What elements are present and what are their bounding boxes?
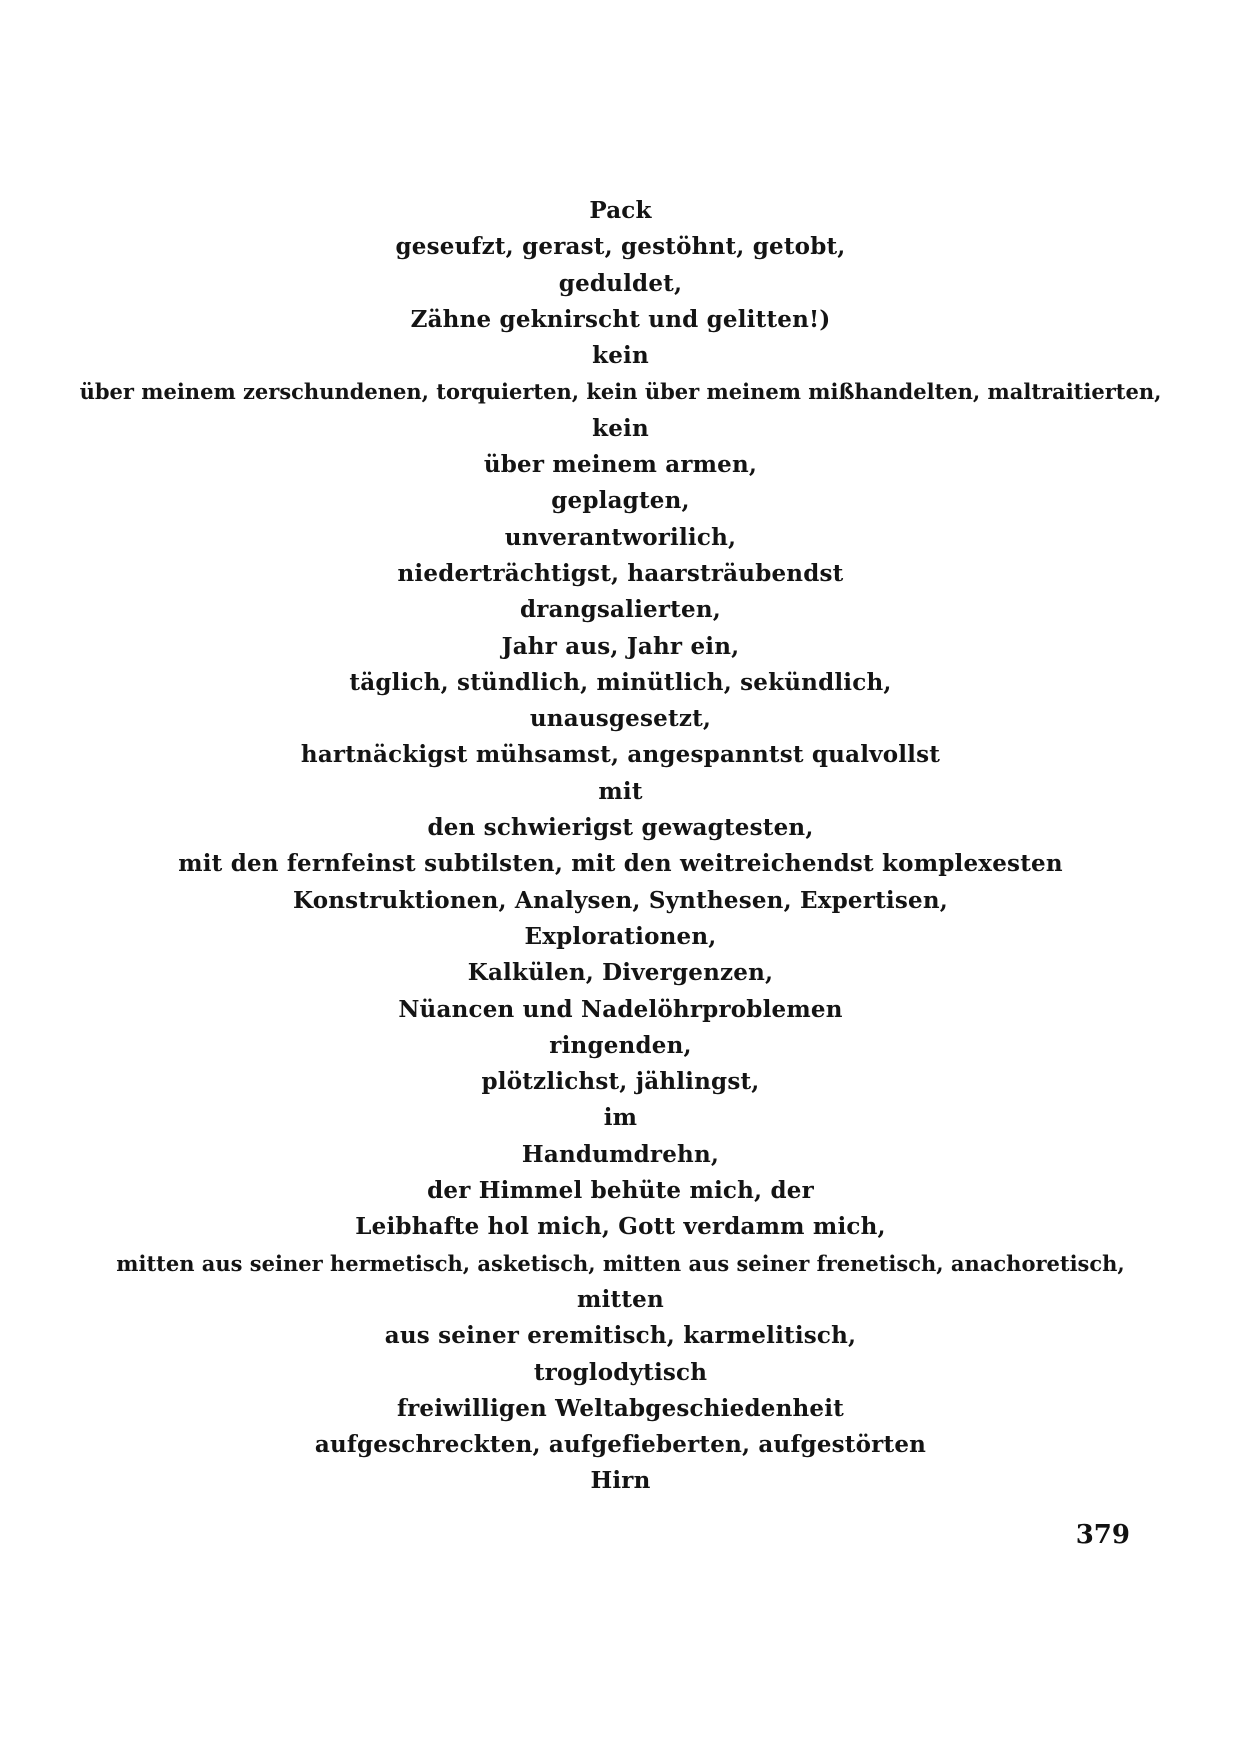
- poem-line: Jahr aus, Jahr ein,: [501, 632, 740, 660]
- poem-line: drangsalierten,: [520, 596, 721, 624]
- poem-line: Handumdrehn,: [521, 1140, 720, 1168]
- page-number: 379: [1075, 1520, 1130, 1550]
- poem-line: ringenden,: [549, 1031, 692, 1059]
- poem-line: plötzlichst, jählingst,: [481, 1068, 760, 1096]
- poem-line: Leibhafte hol mich, Gott verdamm mich,: [355, 1213, 886, 1241]
- poem-line: freiwilligen Weltabgeschiedenheit: [396, 1394, 845, 1422]
- poem-line: niederträchtigst, haarsträubendst: [397, 559, 844, 587]
- poem-line: mit: [598, 777, 643, 805]
- poem-line: unausgesetzt,: [529, 705, 712, 733]
- poem-line: unverantworilich,: [504, 523, 737, 551]
- poem-line: mit den fernfeinst subtilsten, mit den weitreichendst komplexesten: [178, 850, 1063, 878]
- poem-line: mitten aus seiner hermetisch, asketisch, mitten aus seiner frenetisch, anachoretisch,: [116, 1250, 1125, 1276]
- poem-line: geduldet,: [558, 269, 683, 297]
- poem-line: Konstruktionen, Analysen, Synthesen, Expertisen,: [293, 886, 948, 914]
- poem-line: mitten: [577, 1285, 664, 1313]
- poem-line: Pack: [589, 197, 652, 224]
- poem-line: Hirn: [590, 1467, 651, 1495]
- poem-line: hartnäckigst mühsamst, angespanntst qualvollst: [300, 741, 941, 769]
- poem-line: kein: [592, 342, 649, 370]
- poem-line: aufgeschreckten, aufgefieberten, aufgestörten: [314, 1431, 927, 1459]
- poem-line: Explorationen,: [524, 922, 717, 950]
- poem-line: Nüancen und Nadelöhrproblemen: [398, 995, 843, 1023]
- poem-line: troglodytisch: [533, 1358, 708, 1386]
- poem-text: [0, 193, 1241, 1500]
- poem-line: täglich, stündlich, minütlich, sekündlich,: [349, 668, 892, 696]
- poem-line: Zähne geknirscht und gelitten!): [410, 305, 831, 333]
- poem-line: kein: [592, 414, 649, 442]
- poem-line: im: [603, 1104, 638, 1132]
- poem-line: Kalkülen, Divergenzen,: [467, 959, 774, 987]
- poem-line: über meinem zerschundenen, torquierten, kein über meinem mißhandelten, maltraitierten,: [79, 379, 1162, 405]
- poem-line: aus seiner eremitisch, karmelitisch,: [384, 1322, 857, 1350]
- poem-line: geplagten,: [551, 487, 690, 515]
- poem-line: den schwierigst gewagtesten,: [427, 814, 814, 842]
- poem-line: über meinem armen,: [483, 451, 758, 479]
- poem-line: geseufzt, gerast, gestöhnt, getobt,: [395, 233, 846, 261]
- poem-line: der Himmel behüte mich, der: [427, 1177, 814, 1205]
